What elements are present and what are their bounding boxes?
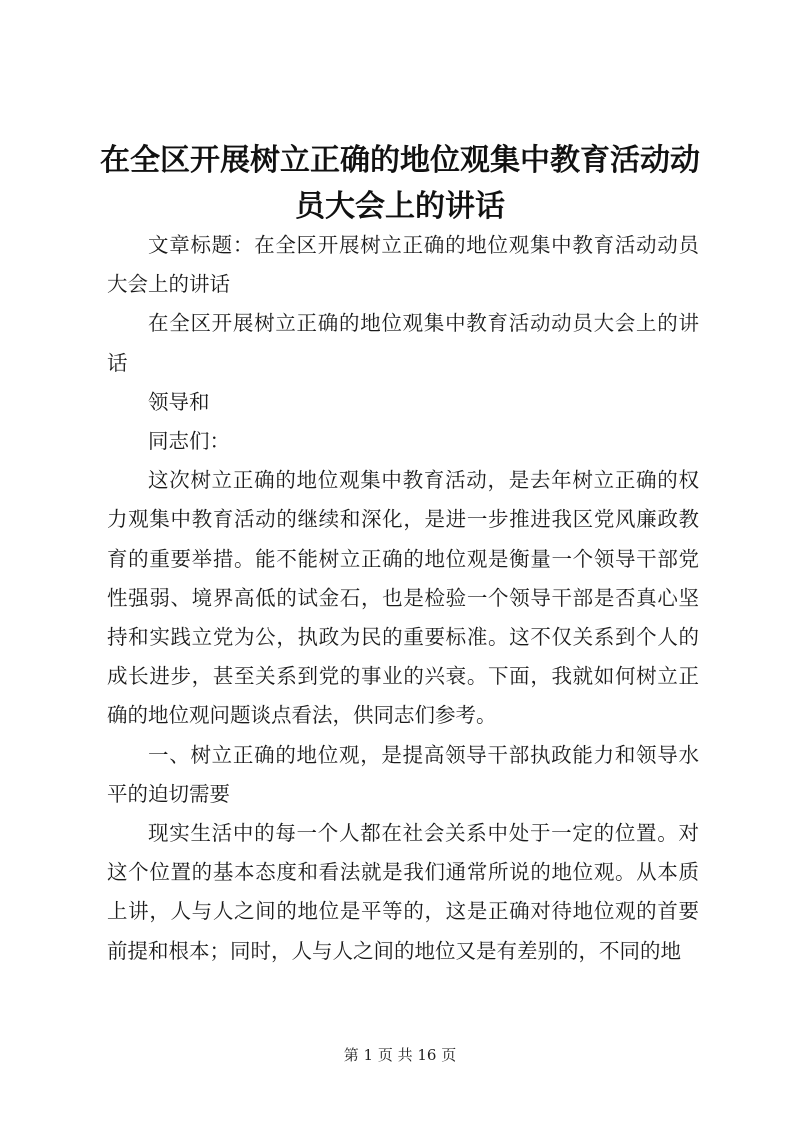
paragraph-speech-title: 在全区开展树立正确的地位观集中教育活动动员大会上的讲话 <box>107 311 699 375</box>
paragraph-salutation-comrades: 同志们： <box>148 429 230 454</box>
page-number-footer: 第 1 页 共 16 页 <box>343 1046 457 1064</box>
document-title: 在全区开展树立正确的地位观集中教育活动动员大会上的讲话 <box>100 143 700 224</box>
paragraph-introduction: 这次树立正确的地位观集中教育活动，是去年树立正确的权力观集中教育活动的继续和深化，是进一步推进我区党风廉政教育的重要举措。能不能树立正确的地位观是衡量一个领导干部党性强弱、境界高低的试金石，也是检验一个领导干部是否真心坚持和实践立党为公，执政为民的重要标准。这不仅关系到个人的成长进步，甚至关系到党的事业的兴衰。下面，我就如何树立正确的地位观问题谈点看法，供同志们参考。 <box>107 468 699 728</box>
paragraph-section-heading-1: 一、树立正确的地位观，是提高领导干部执政能力和领导水平的迫切需要 <box>107 742 699 806</box>
document-body <box>107 226 699 971</box>
paragraph-salutation-leaders: 领导和 <box>148 389 210 414</box>
paragraph-article-title: 文章标题：在全区开展树立正确的地位观集中教育活动动员大会上的讲话 <box>107 233 699 297</box>
paragraph-section-body-1: 现实生活中的每一个人都在社会关系中处于一定的位置。对这个位置的基本态度和看法就是我们通常所说的地位观。从本质上讲，人与人之间的地位是平等的，这是正确对待地位观的首要前提和根本；同时，人与人之间的地位又是有差别的，不同的地 <box>107 821 699 963</box>
